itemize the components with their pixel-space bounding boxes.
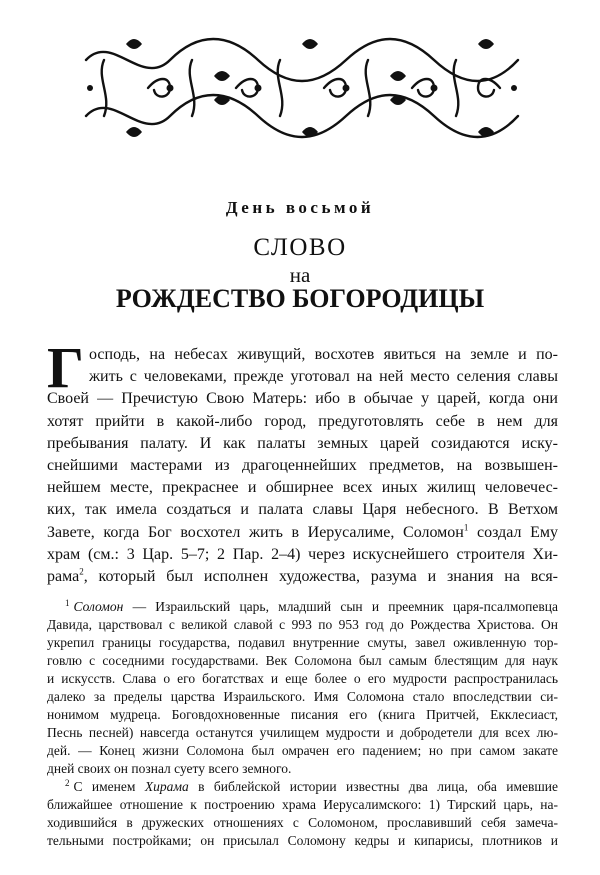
footnote-text: С именем — [73, 779, 145, 794]
footnote-2-number: 2 — [65, 777, 70, 788]
footnote-2-line: тельными постройками; он присылал Соломону кедры и кипарисы, плотников и — [47, 833, 558, 848]
title-line-2: на — [289, 263, 311, 287]
title-line-1: СЛОВО — [253, 234, 347, 261]
body-text: Завете, когда Бог восхотел жить в Иерусалиме, Соломон — [47, 523, 464, 541]
body-line: храм (см.: 3 Цар. 5–7; 2 Пар. 2–4) через искуснейшего строителя Хи- — [47, 545, 558, 563]
body-line — [47, 522, 558, 544]
body-line: жить с человеками, прежде уготовал на ней место селения славы — [89, 368, 558, 386]
footnote-1-line: дней своих он познал суету всего земного. — [47, 761, 292, 776]
title-line-3: РОЖДЕСТВО БОГОРОДИЦЫ — [115, 284, 485, 313]
footnotes — [47, 598, 558, 850]
body-line — [47, 566, 558, 588]
footnote-1-line: Давида, царствовал с великой славой с 993 по 953 год до Рождества Христова. Он — [47, 617, 558, 632]
body-line: пребывания палату. И как палаты земных царей созидаются иску- — [47, 434, 558, 452]
main-text — [47, 335, 558, 588]
body-line: осподь, на небесах живущий, восхотев явиться на земле и по- — [89, 346, 558, 363]
footnote-ref-2[interactable]: 2 — [79, 566, 84, 577]
footnote-1-line: нонимом мудреца. Боговдохновенные писания его (книга Притчей, Екклесиаст, — [47, 707, 558, 722]
footnote-text: — Израильский царь, младший сын и преемник царя-псалмопевца — [123, 599, 558, 614]
footnote-1-line: Песнь песней) навсегда останутся училищем мудрости и добродетели для всех лю- — [47, 725, 558, 740]
footnote-1-line: укрепил границы государства, подавил внутренние смуты, завел оживленную тор- — [47, 635, 558, 650]
body-line: снейшими мастерами из драгоценнейших предметов, на возвышен- — [47, 456, 558, 474]
ornament-header — [82, 32, 522, 144]
footnote-1-line — [47, 598, 558, 616]
footnote-2-line — [47, 778, 558, 796]
footnote-1-line: и искусств. Слава о его богатствах и еще более о его мудрости распространилась — [47, 671, 558, 686]
footnote-1-line: говлю с соседними государствами. Век Соломона был самым блестящим для наук — [47, 653, 558, 668]
body-line: хотят прийти в какой-либо город, предуготовлять себе в нем для — [47, 412, 558, 430]
footnote-1-number: 1 — [65, 597, 70, 608]
footnote-2-term: Хирама — [144, 779, 189, 794]
footnote-ref-1[interactable]: 1 — [463, 522, 469, 533]
body-text: рама — [47, 567, 80, 585]
body-line: нейшем месте, прекраснее и обширнее всех иных жилищ человечес- — [47, 479, 558, 497]
footnote-2-line: ходившийся в дружеских отношениях с Соломоном, прославивший себя замеча- — [47, 815, 558, 830]
drop-cap: Г — [47, 335, 84, 400]
body-text: , который был исполнен художества, разума и знания на вся- — [83, 567, 558, 585]
body-line: Своей — Пречистую Свою Матерь: ибо в обычае у царей, когда они — [47, 390, 558, 408]
footnote-text: в библейской истории известны два лица, оба имевшие — [188, 779, 558, 794]
body-line: ких, так имела создаться и палата славы Царя небесного. В Ветхом — [47, 501, 558, 519]
footnote-1-line: далеко за пределы царства Израильского. Имя Соломона стало впоследствии си- — [47, 689, 558, 704]
footnote-1-term: Соломон — [73, 599, 124, 614]
body-text: создал Ему — [468, 523, 558, 541]
footnote-1-line: дей. — Конец жизни Соломона был омрачен его падением; но при самом закате — [47, 743, 558, 758]
day-heading: День восьмой — [225, 198, 375, 217]
footnote-2-line: ближайшее отношение к построению храма Иерусалимского: 1) Тирский царь, на- — [47, 797, 558, 812]
